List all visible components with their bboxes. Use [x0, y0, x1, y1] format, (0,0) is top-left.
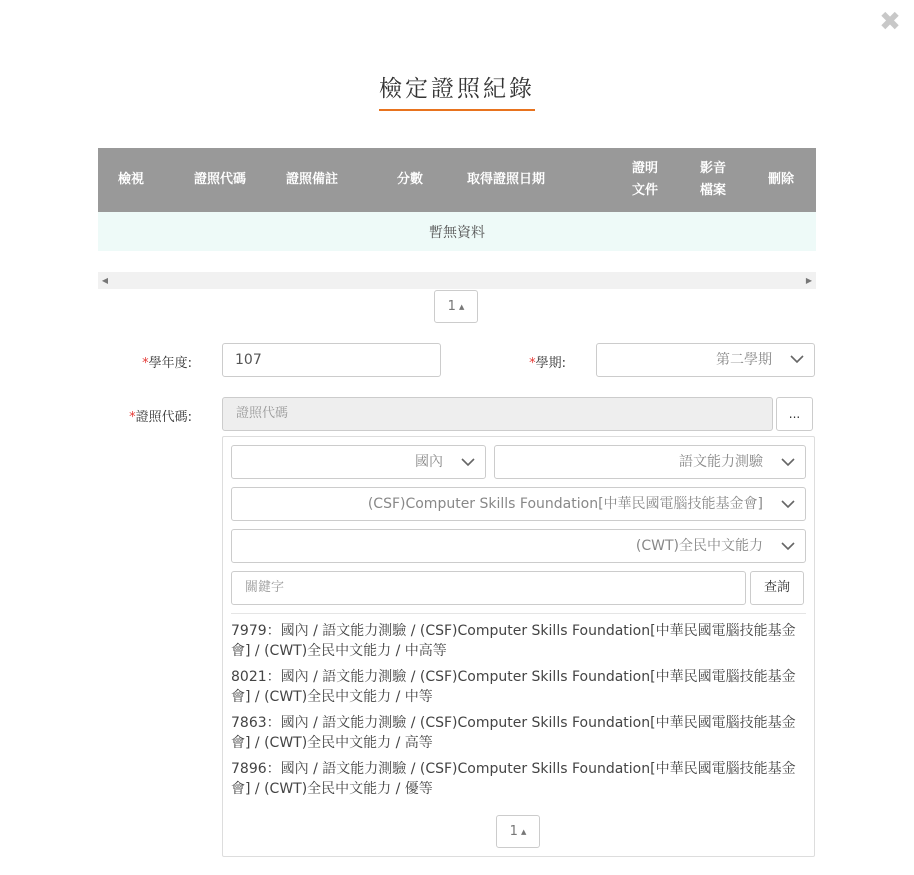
exam-value: (CWT)全民中文能力: [635, 538, 763, 554]
table-header: [98, 148, 816, 212]
cert-code-label: *證照代碼:: [129, 410, 192, 425]
caret-up-icon: ▲: [458, 302, 465, 311]
result-item[interactable]: 7863：國內 / 語文能力測驗 / (CSF)Computer Skills Foundation[中華民國電腦技能基金會] / (CWT)全民中文能力 / 高等: [231, 715, 796, 751]
horizontal-scrollbar[interactable]: [98, 272, 816, 289]
chevron-down-icon: [781, 458, 795, 467]
col-header-cert-code: 證照代碼: [193, 172, 246, 187]
required-mark: *: [129, 410, 136, 425]
result-list: [231, 621, 801, 805]
semester-label: *學期:: [529, 356, 566, 371]
region-value: 國內: [415, 454, 443, 470]
exam-select[interactable]: [231, 529, 806, 563]
pagination-top[interactable]: [434, 290, 478, 323]
semester-select[interactable]: 第二學期: [596, 343, 815, 377]
category-value: 語文能力測驗: [679, 454, 763, 470]
col-header-proof-doc: 證明 文件: [631, 161, 658, 198]
scroll-left-icon[interactable]: ◀: [101, 276, 109, 285]
required-mark: *: [529, 356, 536, 371]
page-number: 1: [509, 824, 518, 839]
search-button[interactable]: 查詢: [750, 571, 804, 605]
title-underline: [379, 109, 535, 111]
year-label: *學年度:: [142, 356, 192, 371]
divider: [231, 613, 806, 614]
year-input[interactable]: 107: [222, 343, 441, 377]
col-header-cert-note: 證照備註: [285, 172, 338, 187]
col-header-date: 取得證照日期: [466, 172, 545, 187]
page-number: 1: [447, 299, 456, 314]
result-item[interactable]: 7896：國內 / 語文能力測驗 / (CSF)Computer Skills Foundation[中華民國電腦技能基金會] / (CWT)全民中文能力 / 優等: [231, 761, 796, 797]
pagination-bottom[interactable]: [496, 815, 540, 848]
chevron-down-icon: [781, 542, 795, 551]
col-header-media: 影音 檔案: [699, 161, 726, 198]
chevron-down-icon: [790, 355, 804, 364]
result-item[interactable]: 7979：國內 / 語文能力測驗 / (CSF)Computer Skills Foundation[中華民國電腦技能基金會] / (CWT)全民中文能力 / 中高等: [231, 623, 796, 659]
chevron-down-icon: [781, 500, 795, 509]
chevron-down-icon: [461, 458, 475, 467]
col-header-delete: 刪除: [767, 172, 794, 187]
col-header-view: 檢視: [117, 172, 144, 187]
organization-select[interactable]: [231, 487, 806, 521]
cert-code-input[interactable]: 證照代碼: [222, 397, 773, 431]
dialog-title: 檢定證照紀錄: [379, 76, 535, 102]
result-item[interactable]: 8021：國內 / 語文能力測驗 / (CSF)Computer Skills Foundation[中華民國電腦技能基金會] / (CWT)全民中文能力 / 中等: [231, 669, 796, 705]
col-header-score: 分數: [396, 172, 423, 187]
table-empty-row: 暫無資料: [98, 212, 816, 251]
scroll-right-icon[interactable]: ▶: [805, 276, 813, 285]
browse-button[interactable]: ...: [776, 397, 813, 431]
organization-value: (CSF)Computer Skills Foundation[中華民國電腦技能基金會]: [367, 496, 763, 512]
required-mark: *: [142, 356, 149, 371]
region-select[interactable]: [231, 445, 486, 479]
caret-up-icon: ▲: [520, 827, 527, 836]
keyword-input[interactable]: 關鍵字: [231, 571, 746, 605]
close-icon[interactable]: ✖: [879, 7, 901, 37]
category-select[interactable]: [494, 445, 806, 479]
